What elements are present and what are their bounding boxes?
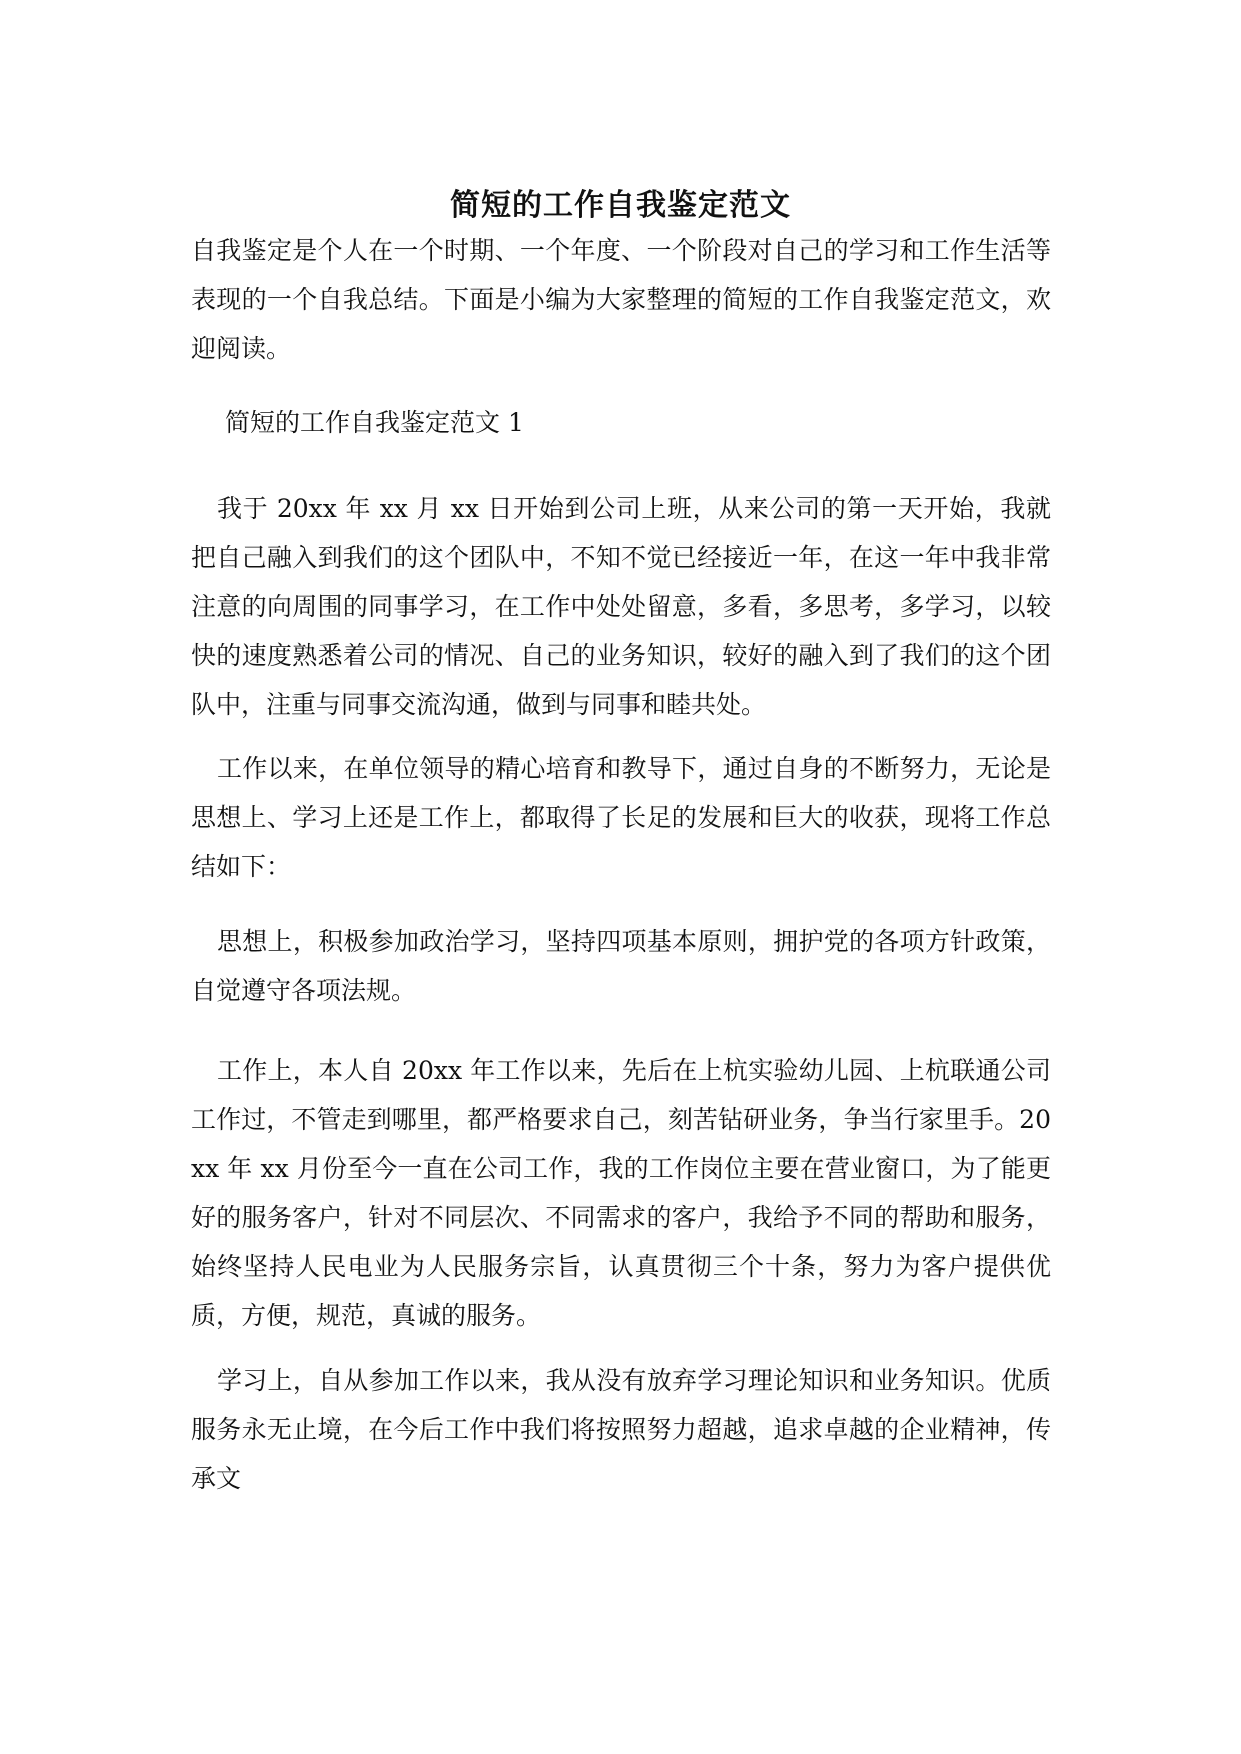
paragraph-2: 工作以来，在单位领导的精心培育和教导下，通过自身的不断努力，无论是思想上、学习上还是工作上，都取得了长足的发展和巨大的收获，现将工作总结如下： (191, 754, 1051, 881)
paragraph-1: 我于 20xx 年 xx 月 xx 日开始到公司上班，从来公司的第一天开始，我就把自己融入到我们的这个团队中，不知不觉已经接近一年，在这一年中我非常注意的向周围的同事学习，在工作中处处留意，多看，多思考，多学习，以较快的速度熟悉着公司的情况、自己的业务知识，较好的融入到了我们的这个团队中，注重与同事交流沟通，做到与同事和睦共处。 (191, 494, 1051, 719)
section-heading: 简短的工作自我鉴定范文 1 (225, 408, 524, 437)
paragraph-3: 思想上，积极参加政治学习，坚持四项基本原则，拥护党的各项方针政策，自觉遵守各项法规。 (191, 927, 1051, 1005)
paragraph-4: 工作上，本人自 20xx 年工作以来，先后在上杭实验幼儿园、上杭联通公司工作过，不管走到哪里，都严格要求自己，刻苦钻研业务，争当行家里手。20xx 年 xx 月份至今一直在公司工作，我的工作岗位主要在营业窗口，为了能更好的服务客户，针对不同层次、不同需求的客户，我给予不同的帮助和服务，始终坚持人民电业为人民服务宗旨，认真贯彻三个十条，努力为客户提供优质，方便，规范，真诚的服务。 (191, 1056, 1051, 1330)
paragraph-5: 学习上，自从参加工作以来，我从没有放弃学习理论知识和业务知识。优质服务永无止境，在今后工作中我们将按照努力超越，追求卓越的企业精神，传承文 (191, 1366, 1051, 1493)
intro-paragraph: 自我鉴定是个人在一个时期、一个年度、一个阶段对自己的学习和工作生活等表现的一个自我总结。下面是小编为大家整理的简短的工作自我鉴定范文，欢迎阅读。 (191, 236, 1051, 363)
document-title: 简短的工作自我鉴定范文 (450, 188, 791, 223)
